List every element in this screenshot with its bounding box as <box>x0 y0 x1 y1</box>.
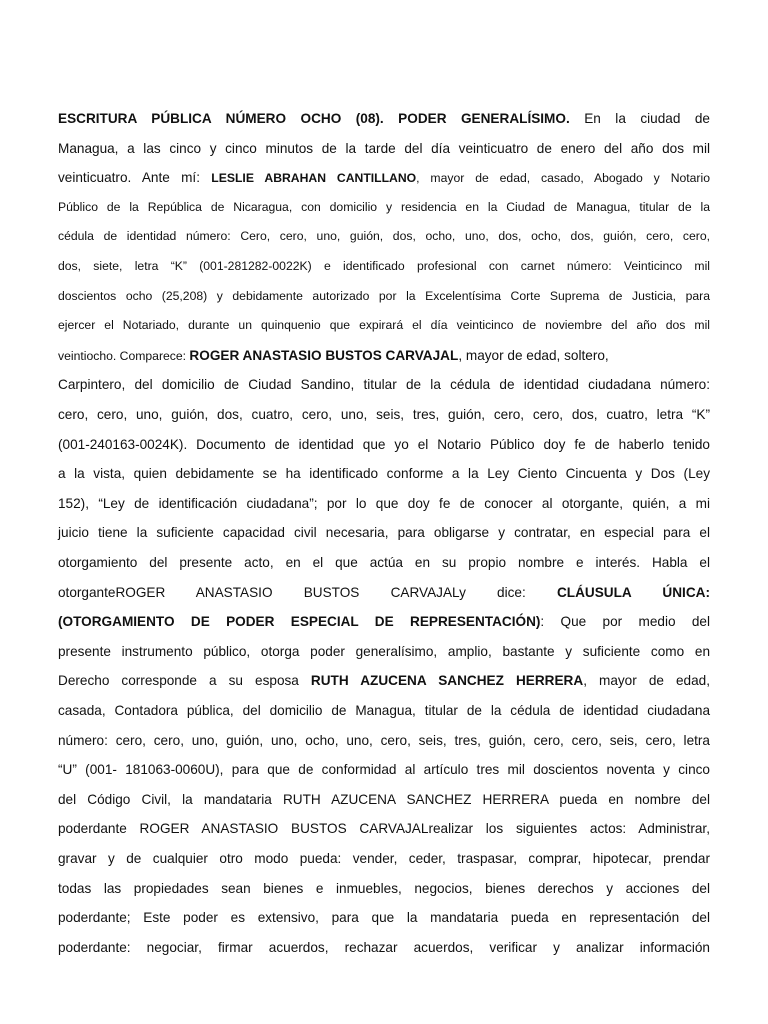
bold-text: ESCRITURA PÚBLICA NÚMERO OCHO (08). PODER GENERALÍSIMO. <box>58 111 570 126</box>
text-run: otorganteROGER ANASTASIO BUSTOS CARVAJALy dice: <box>58 584 557 600</box>
text-run: “U” (001- 181063-0060U), para que de conformidad al artículo tres mil doscientos noventa y cinco <box>58 762 710 778</box>
text-run: presente instrumento público, otorga poder generalísimo, amplio, bastante y suficiente como en <box>58 643 710 659</box>
document-line <box>58 822 710 840</box>
document-line <box>58 112 710 130</box>
document-line <box>58 349 710 367</box>
text-run: Público de la República de Nicaragua, con domicilio y residencia en la Ciudad de Managua, titular de la <box>58 199 710 214</box>
text-run: (001-240163-0024K). Documento de identidad que yo el Notario Público doy fe de haberlo tenido <box>58 436 710 452</box>
text-run: 152), “Ley de identificación ciudadana”; por lo que doy fe de conocer al otorgante, quién, a mi <box>58 495 710 511</box>
text-run: poderdante; Este poder es extensivo, para que la mandataria pueda en representación del <box>58 910 710 926</box>
document-line <box>58 793 710 811</box>
text-run: juicio tiene la suficiente capacidad civil necesaria, para obligarse y contratar, en especial para el <box>58 525 710 541</box>
text-run: veinticuatro. Ante mí: <box>58 170 212 186</box>
bold-text: LESLIE ABRAHAN CANTILLANO <box>211 171 417 186</box>
document-line <box>58 408 710 426</box>
document-line <box>58 497 710 515</box>
text-run: , mayor de edad, soltero, <box>458 347 609 363</box>
document-line <box>58 378 710 396</box>
document-line <box>58 526 710 544</box>
bold-text: RUTH AZUCENA SANCHEZ HERRERA <box>310 673 584 689</box>
text-run: otorgamiento del presente acto, en el que actúa en su propio nombre e interés. Habla el <box>58 555 710 570</box>
document-line <box>58 230 710 248</box>
text-run: , mayor de edad, casado, Abogado y Notario <box>416 171 710 186</box>
text-run: ejercer el Notariado, durante un quinquenio que expirará el día veinticinco de noviembre del año dos mil <box>58 318 710 333</box>
text-run: doscientos ocho (25,208) y debidamente autorizado por la Excelentísima Corte Suprema de Justicia, para <box>58 288 710 303</box>
document-line <box>58 171 710 189</box>
document-line <box>58 941 710 959</box>
text-run: del Código Civil, la mandataria RUTH AZUCENA SANCHEZ HERRERA pueda en nombre del <box>58 791 710 807</box>
document-line <box>58 763 710 781</box>
document-line <box>58 704 710 722</box>
text-run: todas las propiedades sean bienes e inmuebles, negocios, bienes derechos y acciones del <box>58 880 710 896</box>
text-run: cédula de identidad número: Cero, cero, uno, guión, dos, ocho, uno, dos, ocho, dos, guión, cero, cero, <box>58 229 710 244</box>
text-run: veintiocho. Comparece: <box>58 348 190 363</box>
document-line <box>58 290 710 308</box>
document-line <box>58 852 710 870</box>
text-run: Carpintero, del domicilio de Ciudad Sandino, titular de la cédula de identidad ciudadana número: <box>58 377 710 393</box>
document-line <box>58 615 710 633</box>
bold-text: CLÁUSULA ÚNICA: <box>556 584 710 600</box>
document-line <box>58 201 710 219</box>
text-run: Managua, a las cinco y cinco minutos de la tarde del día veinticuatro de enero del año dos mil <box>58 140 710 156</box>
text-run: Derecho corresponde a su esposa <box>58 673 311 689</box>
document-line <box>58 586 710 604</box>
document-line <box>58 674 710 692</box>
text-run: a la vista, quien debidamente se ha identificado conforme a la Ley Ciento Cincuenta y Dos (Ley <box>58 466 710 482</box>
text-run: casada, Contadora pública, del domicilio de Managua, titular de la cédula de identidad ciudadana <box>58 703 710 718</box>
text-run: dos, siete, letra “K” (001-281282-0022K) e identificado profesional con carnet número: Veinticinco mil <box>58 259 710 273</box>
text-run: poderdante: negociar, firmar acuerdos, rechazar acuerdos, verificar y analizar información <box>58 939 710 955</box>
text-run: En la ciudad de <box>569 111 710 126</box>
document-line <box>58 734 710 752</box>
text-run: , mayor de edad, <box>583 673 710 689</box>
text-run: gravar y de cualquier otro modo pueda: vender, ceder, traspasar, comprar, hipotecar, prendar <box>58 851 710 866</box>
document-line <box>58 438 710 456</box>
text-run: cero, cero, uno, guión, dos, cuatro, cero, uno, seis, tres, guión, cero, cero, dos, cuatro, letra “K” <box>58 407 710 422</box>
bold-text: ROGER ANASTASIO BUSTOS CARVAJAL <box>189 347 459 363</box>
document-line <box>58 911 710 929</box>
document-line <box>58 467 710 485</box>
document-line <box>58 645 710 663</box>
document-line <box>58 319 710 337</box>
text-run: : Que por medio del <box>540 614 710 630</box>
document-line <box>58 142 710 160</box>
bold-text: (OTORGAMIENTO DE PODER ESPECIAL DE REPRESENTACIÓN) <box>58 614 541 630</box>
text-run: poderdante ROGER ANASTASIO BUSTOS CARVAJALrealizar los siguientes actos: Administrar, <box>58 821 710 837</box>
document-line <box>58 260 710 278</box>
text-run: número: cero, cero, uno, guión, uno, ocho, uno, cero, seis, tres, guión, cero, cero, seis, cero, letra <box>58 732 710 748</box>
document-line <box>58 882 710 900</box>
document-line <box>58 556 710 574</box>
